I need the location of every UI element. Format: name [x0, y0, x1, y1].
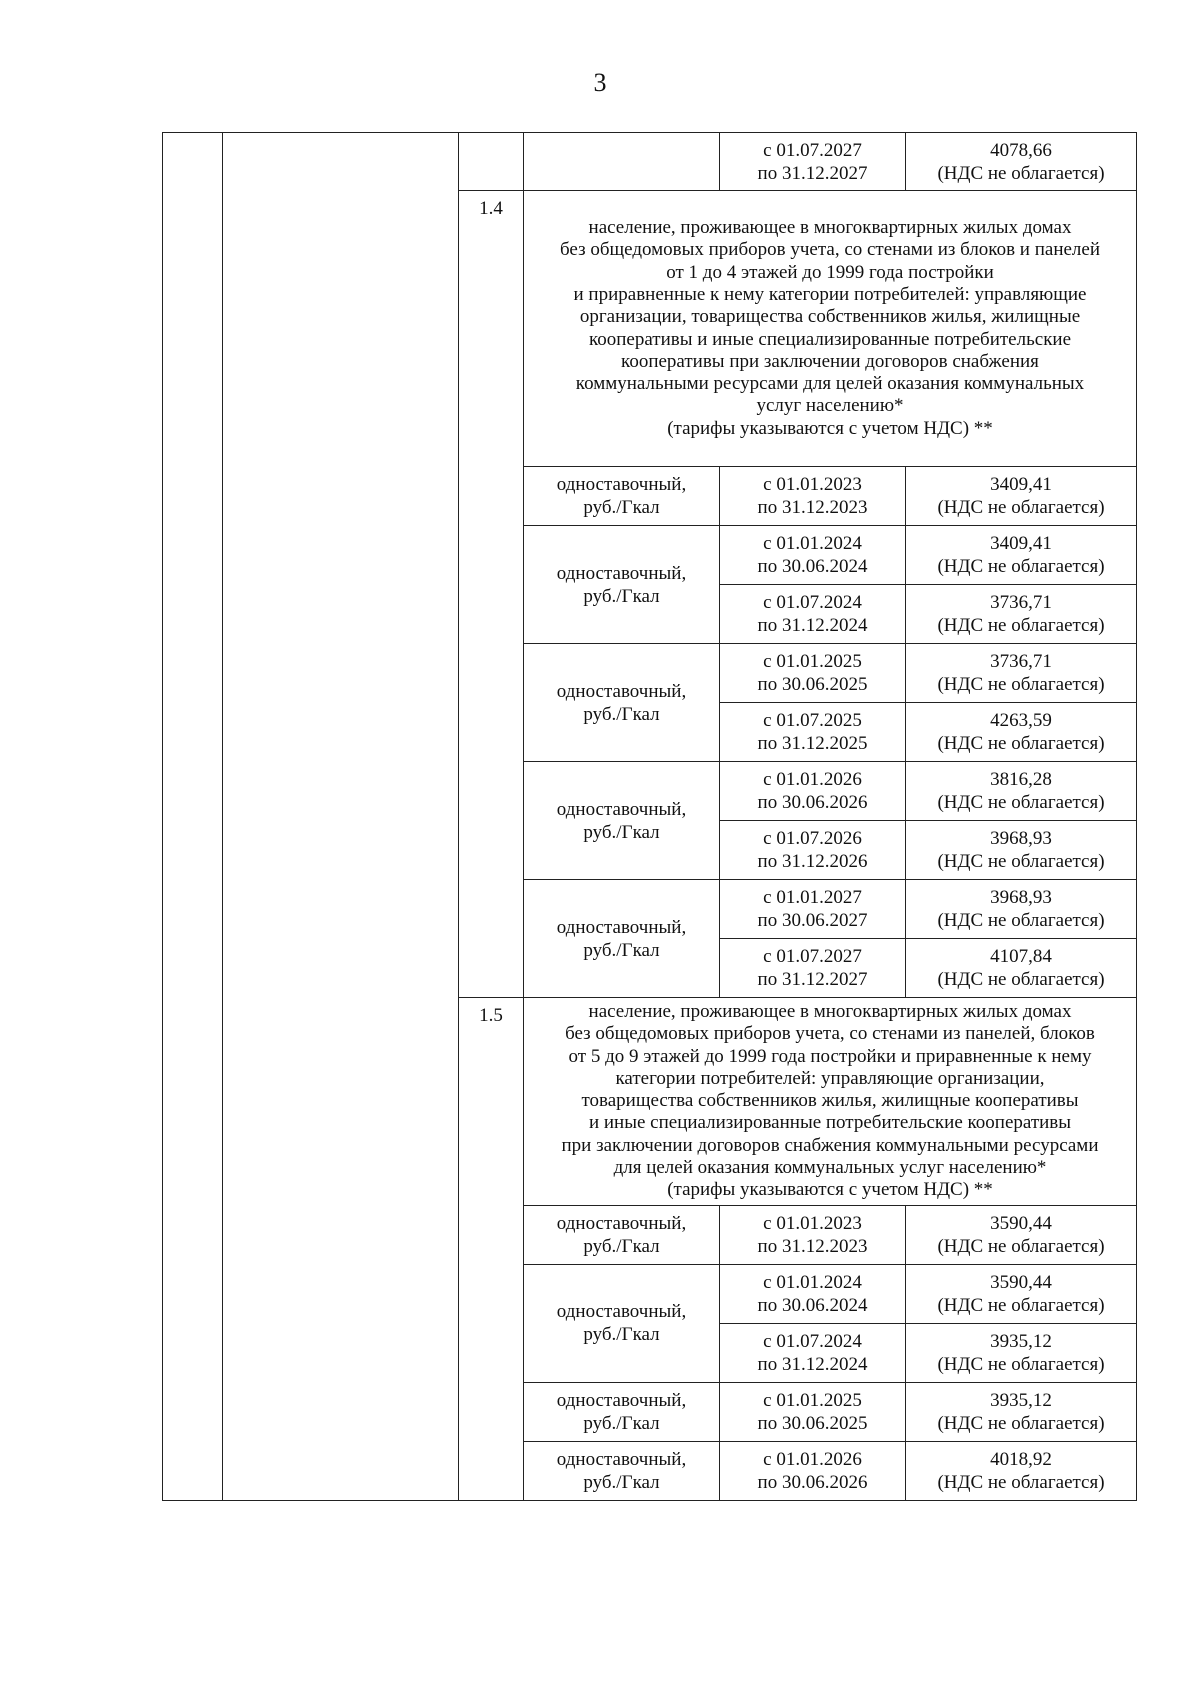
- description-line: (тарифы указываются с учетом НДС) **: [667, 417, 993, 439]
- period-from: с 01.07.2027: [763, 946, 862, 967]
- period-from: с 01.07.2024: [763, 592, 862, 613]
- vat-note: (НДС не облагается): [937, 733, 1105, 754]
- description-line: и иные специализированные потребительские кооперативы: [588, 1112, 1072, 1134]
- period-from: с 01.01.2024: [763, 1271, 862, 1293]
- page-number: 3: [593, 68, 607, 97]
- rate-unit: руб./Гкал: [583, 703, 660, 725]
- rate-type-cell: [524, 1441, 720, 1500]
- rate-type: одноставочный,: [556, 1448, 687, 1470]
- period-to: по 31.12.2027: [757, 969, 868, 990]
- rate-type: одноставочный,: [556, 1301, 687, 1323]
- description-line: без общедомовых приборов учета, со стенами из блоков и панелей: [560, 239, 1100, 261]
- period-cell: [720, 526, 906, 585]
- vat-note: (НДС не облагается): [937, 674, 1105, 695]
- period-to: по 31.12.2023: [757, 1235, 868, 1257]
- rate-unit: руб./Гкал: [583, 497, 660, 518]
- period-cell: [720, 1205, 906, 1264]
- rate-unit: руб./Гкал: [583, 1471, 660, 1493]
- rate-type-cell: [524, 1264, 720, 1382]
- period-cell: [720, 1323, 906, 1382]
- period-to: по 31.12.2024: [757, 615, 868, 636]
- vat-note: (НДС не облагается): [937, 162, 1105, 184]
- section-description: [524, 998, 1137, 1206]
- description-line: кооперативы при заключении договоров снабжения: [621, 350, 1039, 372]
- description-line: для целей оказания коммунальных услуг населению*: [613, 1157, 1047, 1179]
- period-from: с 01.01.2026: [763, 1448, 862, 1470]
- vat-note: (НДС не облагается): [937, 1412, 1105, 1434]
- period-from: с 01.01.2027: [763, 887, 862, 908]
- tariff-value: 3590,44: [990, 1271, 1052, 1293]
- tariff-value: 4263,59: [990, 710, 1052, 731]
- vat-note: (НДС не облагается): [937, 615, 1105, 636]
- period-to: по 31.12.2027: [757, 162, 868, 184]
- period-cell: [720, 703, 906, 762]
- tariff-value-cell: [906, 1441, 1137, 1500]
- description-line: (тарифы указываются с учетом НДС) **: [667, 1179, 993, 1201]
- period-to: по 30.06.2026: [757, 792, 868, 813]
- period-cell: [720, 585, 906, 644]
- period-cell: [720, 133, 906, 191]
- period-to: по 30.06.2024: [757, 556, 868, 577]
- period-from: с 01.07.2026: [763, 828, 862, 849]
- tariff-value: 4078,66: [990, 139, 1052, 161]
- period-from: с 01.01.2026: [763, 769, 862, 790]
- period-to: по 30.06.2026: [757, 1471, 868, 1493]
- tariff-value-cell: [906, 1205, 1137, 1264]
- tariff-value: 3968,93: [990, 887, 1052, 908]
- period-cell: [720, 939, 906, 998]
- rate-type-cell: [524, 526, 720, 644]
- description-line: коммунальными ресурсами для целей оказания коммунальных: [575, 373, 1085, 395]
- vat-note: (НДС не облагается): [937, 1235, 1105, 1257]
- period-from: с 01.01.2023: [763, 1212, 862, 1234]
- tariff-value-cell: [906, 467, 1137, 526]
- tariff-value: 3590,44: [990, 1212, 1052, 1234]
- period-to: по 31.12.2023: [757, 497, 868, 518]
- vat-note: (НДС не облагается): [937, 497, 1105, 518]
- tariff-value-cell: [906, 762, 1137, 821]
- period-to: по 31.12.2026: [757, 851, 868, 872]
- period-from: с 01.07.2025: [763, 710, 862, 731]
- rate-unit: руб./Гкал: [583, 939, 660, 961]
- description-line: население, проживающее в многоквартирных жилых домах: [588, 1001, 1072, 1022]
- description-line: население, проживающее в многоквартирных жилых домах: [588, 217, 1072, 239]
- period-to: по 31.12.2025: [757, 733, 868, 754]
- tariff-value: 3736,71: [990, 592, 1052, 613]
- rate-unit: руб./Гкал: [583, 585, 660, 607]
- period-cell: [720, 1264, 906, 1323]
- tariff-value: 3816,28: [990, 769, 1052, 790]
- description-line: организации, товарищества собственников жилья, жилищные: [579, 306, 1081, 328]
- section-number: 1.4: [459, 191, 524, 998]
- period-cell: [720, 762, 906, 821]
- period-cell: [720, 821, 906, 880]
- rate-unit: руб./Гкал: [583, 821, 660, 843]
- period-from: с 01.07.2027: [763, 139, 862, 161]
- tariff-value-cell: [906, 1323, 1137, 1382]
- period-from: с 01.01.2025: [763, 651, 862, 672]
- tariff-value: 3409,41: [990, 474, 1052, 495]
- rate-type: одноставочный,: [556, 1212, 687, 1234]
- vat-note: (НДС не облагается): [937, 1471, 1105, 1493]
- tariff-value: 3736,71: [990, 651, 1052, 672]
- vat-note: (НДС не облагается): [937, 851, 1105, 872]
- period-to: по 30.06.2025: [757, 674, 868, 695]
- description-line: и приравненные к нему категории потребителей: управляющие: [573, 283, 1087, 305]
- period-cell: [720, 1441, 906, 1500]
- tariff-value-cell: [906, 1264, 1137, 1323]
- tariff-value-cell: [906, 703, 1137, 762]
- period-to: по 30.06.2024: [757, 1294, 868, 1316]
- description-line: от 5 до 9 этажей до 1999 года постройки и приравненные к нему: [568, 1045, 1092, 1067]
- blank-column-name: [223, 133, 459, 1501]
- tariff-value-cell: [906, 1382, 1137, 1441]
- rate-type-cell: [524, 1205, 720, 1264]
- tariff-value: 4107,84: [990, 946, 1052, 967]
- tariff-value-cell: [906, 880, 1137, 939]
- rate-unit: руб./Гкал: [583, 1235, 660, 1257]
- rate-unit: руб./Гкал: [583, 1324, 660, 1346]
- period-from: с 01.01.2023: [763, 474, 862, 495]
- description-line: без общедомовых приборов учета, со стенами из панелей, блоков: [565, 1023, 1095, 1045]
- period-cell: [720, 880, 906, 939]
- rate-type-cell: [524, 644, 720, 762]
- period-to: по 30.06.2027: [757, 910, 868, 931]
- rate-type-cell: [524, 467, 720, 526]
- tariff-value-cell: [906, 526, 1137, 585]
- vat-note: (НДС не облагается): [937, 1294, 1105, 1316]
- description-line: услуг населению*: [756, 395, 904, 417]
- rate-type: одноставочный,: [556, 798, 687, 820]
- rate-type: одноставочный,: [556, 680, 687, 702]
- blank-column-subnumber: [459, 133, 524, 191]
- description-line: от 1 до 4 этажей до 1999 года постройки: [666, 261, 994, 283]
- description-line: товарищества собственников жилья, жилищные кооперативы: [581, 1090, 1079, 1112]
- tariff-value-cell: [906, 939, 1137, 998]
- rate-type-cell: [524, 880, 720, 998]
- period-to: по 31.12.2024: [757, 1353, 868, 1375]
- period-from: с 01.01.2024: [763, 533, 862, 554]
- tariff-value: 3935,12: [990, 1389, 1052, 1411]
- period-cell: [720, 467, 906, 526]
- blank-column-rate-type: [524, 133, 720, 191]
- period-cell: [720, 1382, 906, 1441]
- rate-type: одноставочный,: [556, 916, 687, 938]
- rate-type-cell: [524, 762, 720, 880]
- tariff-value-cell: [906, 585, 1137, 644]
- vat-note: (НДС не облагается): [937, 556, 1105, 577]
- period-cell: [720, 644, 906, 703]
- rate-type: одноставочный,: [556, 1389, 687, 1411]
- tariff-value: 4018,92: [990, 1448, 1052, 1470]
- vat-note: (НДС не облагается): [937, 969, 1105, 990]
- vat-note: (НДС не облагается): [937, 792, 1105, 813]
- rate-type-cell: [524, 1382, 720, 1441]
- rate-unit: руб./Гкал: [583, 1412, 660, 1434]
- tariff-table: [162, 132, 1137, 1501]
- period-to: по 30.06.2025: [757, 1412, 868, 1434]
- table-row: [163, 133, 1137, 191]
- period-from: с 01.01.2025: [763, 1389, 862, 1411]
- section-description: [524, 191, 1137, 467]
- tariff-value: 3409,41: [990, 533, 1052, 554]
- tariff-value: 3968,93: [990, 828, 1052, 849]
- vat-note: (НДС не облагается): [937, 910, 1105, 931]
- period-from: с 01.07.2024: [763, 1330, 862, 1352]
- tariff-value-cell: [906, 133, 1137, 191]
- rate-type: одноставочный,: [556, 562, 687, 584]
- tariff-value-cell: [906, 821, 1137, 880]
- description-line: кооперативы и иные специализированные потребительские: [588, 328, 1072, 350]
- description-line: категории потребителей: управляющие организации,: [615, 1067, 1045, 1089]
- tariff-value-cell: [906, 644, 1137, 703]
- section-number: 1.5: [459, 998, 524, 1501]
- description-line: при заключении договоров снабжения коммунальными ресурсами: [561, 1134, 1099, 1156]
- vat-note: (НДС не облагается): [937, 1353, 1105, 1375]
- rate-type: одноставочный,: [556, 474, 687, 495]
- blank-column-number: [163, 133, 223, 1501]
- tariff-value: 3935,12: [990, 1330, 1052, 1352]
